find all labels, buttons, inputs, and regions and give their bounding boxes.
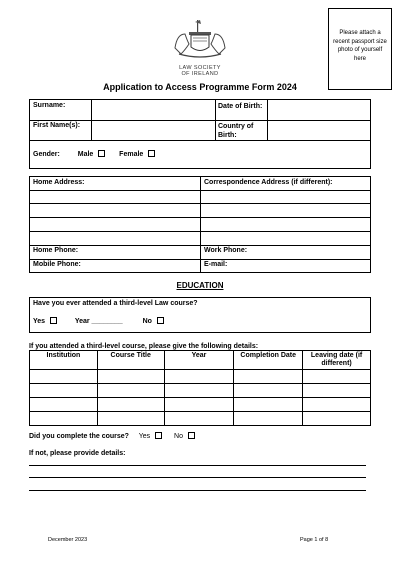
surname-label: Surname: (33, 102, 66, 109)
details-line-3[interactable] (29, 490, 366, 491)
correspondence-address-field[interactable] (202, 191, 370, 244)
law-course-question: Have you ever attended a third-level Law course? (33, 300, 198, 307)
page-title: Application to Access Programme Form 2024 (103, 82, 297, 92)
law-society-logo (165, 18, 235, 80)
table-row (30, 370, 371, 384)
table-cell[interactable] (30, 384, 98, 398)
table-cell[interactable] (303, 370, 371, 384)
personal-details-section (29, 99, 371, 169)
complete-no-label: No (174, 433, 183, 440)
photo-box[interactable] (328, 8, 392, 90)
law-no-label: No (142, 318, 152, 325)
education-table (29, 350, 371, 426)
dob-label: Date of Birth: (218, 103, 263, 110)
female-checkbox[interactable] (148, 150, 155, 157)
country-field[interactable] (268, 121, 370, 139)
complete-yes-label: Yes (138, 433, 151, 440)
table-cell[interactable] (30, 370, 98, 384)
first-names-label: First Name(s): (33, 122, 81, 129)
surname-field[interactable] (92, 101, 214, 119)
footer-date: December 2023 (48, 537, 88, 543)
table-cell[interactable] (97, 398, 164, 412)
complete-yes-checkbox[interactable] (155, 432, 162, 439)
footer-page-number: Page 1 of 8 (300, 537, 329, 543)
table-row (30, 398, 371, 412)
table-row (30, 384, 371, 398)
home-address-field[interactable] (31, 191, 199, 244)
law-course-section (29, 297, 371, 333)
table-cell[interactable] (164, 412, 234, 426)
table-cell[interactable] (234, 412, 303, 426)
female-label: Female (119, 151, 144, 158)
first-names-field[interactable] (92, 121, 214, 139)
law-no-checkbox[interactable] (157, 317, 164, 324)
crest-icon (165, 18, 235, 60)
col-course-title: Course Title (97, 351, 164, 370)
education-table-header (30, 351, 371, 370)
table-cell[interactable] (303, 412, 371, 426)
details-line-1[interactable] (29, 465, 366, 466)
table-cell[interactable] (234, 370, 303, 384)
address-section (29, 176, 371, 273)
table-row (30, 412, 371, 426)
table-cell[interactable] (234, 384, 303, 398)
col-year: Year (164, 351, 234, 370)
law-yes-checkbox[interactable] (50, 317, 57, 324)
table-cell[interactable] (164, 370, 234, 384)
dob-field[interactable] (268, 101, 370, 119)
home-address-label: Home Address: (33, 179, 85, 186)
work-phone-label: Work Phone: (204, 247, 248, 254)
country-label: Country of Birth: (218, 123, 254, 139)
col-institution: Institution (30, 351, 98, 370)
table-cell[interactable] (97, 384, 164, 398)
email-label: E-mail: (204, 261, 228, 268)
male-checkbox[interactable] (98, 150, 105, 157)
complete-no-checkbox[interactable] (188, 432, 195, 439)
table-cell[interactable] (30, 398, 98, 412)
table-cell[interactable] (97, 412, 164, 426)
correspondence-address-label: Correspondence Address (if different): (204, 179, 333, 186)
third-level-instructions: If you attended a third-level course, please give the following details: (29, 343, 259, 350)
table-cell[interactable] (303, 398, 371, 412)
details-label: If not, please provide details: (29, 450, 126, 457)
col-leaving-date: Leaving date (if different) (303, 351, 371, 370)
male-label: Male (77, 151, 94, 158)
law-yes-label: Yes (33, 318, 46, 325)
logo-line-1: LAW SOCIETY (179, 65, 221, 71)
table-cell[interactable] (234, 398, 303, 412)
table-cell[interactable] (164, 384, 234, 398)
law-year-field[interactable]: Year ________ (74, 318, 123, 325)
logo-line-2: OF IRELAND (181, 71, 219, 77)
col-completion-date: Completion Date (234, 351, 303, 370)
mobile-phone-label: Mobile Phone: (33, 261, 81, 268)
photo-box-text: Please attach a recent passport size photo of yourself here (333, 30, 387, 62)
table-cell[interactable] (164, 398, 234, 412)
table-cell[interactable] (30, 412, 98, 426)
gender-label: Gender: (33, 151, 60, 158)
table-cell[interactable] (97, 370, 164, 384)
complete-course-question: Did you complete the course? (29, 433, 129, 440)
home-phone-label: Home Phone: (33, 247, 79, 254)
table-cell[interactable] (303, 384, 371, 398)
education-heading: EDUCATION (176, 281, 224, 290)
details-line-2[interactable] (29, 477, 366, 478)
